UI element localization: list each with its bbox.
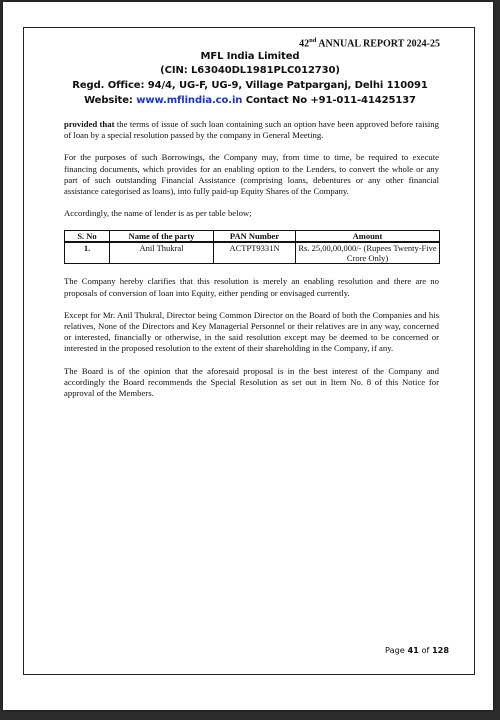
page-mid: of bbox=[418, 645, 432, 655]
paragraph-borrowings: For the purposes of such Borrowings, the Company may, from time to time, be required to execute financing documents, which provides for an enabling option to the Lenders, to convert the whole or any part of such outstanding Financial Assistance (comprising loans, debentures or any other financial assistance categorised as loans), into fully paid-up Equity Shares of the Company. bbox=[64, 152, 439, 197]
header-amount: Amount bbox=[296, 231, 440, 243]
company-name: MFL India Limited bbox=[200, 51, 300, 62]
paragraph-provided bbox=[64, 119, 439, 141]
report-suffix: nd bbox=[309, 37, 317, 44]
cell-amount: Rs. 25,00,00,000/- (Rupees Twenty-Five Crore Only) bbox=[296, 242, 440, 264]
page-current: 41 bbox=[407, 645, 419, 655]
contact-number: Contact No +91-011-41425137 bbox=[245, 95, 416, 106]
provided-bold: provided that bbox=[64, 119, 115, 129]
header-pan-number: PAN Number bbox=[214, 231, 296, 243]
paragraph-interest: Except for Mr. Anil Thukral, Director being Common Director on the Board of both the Companies and his relatives, None of the Directors and Key Managerial Personnel or their relatives are in any way, concerned or interested, financially or otherwise, in the said resolution except may be deemed to be concerned or interested in the proposed resolution to the extent of their shareholding in the Company, if any. bbox=[64, 309, 439, 354]
contact-line bbox=[0, 95, 500, 106]
cell-pan: ACTPT9331N bbox=[214, 242, 296, 264]
cell-party-name: Anil Thukral bbox=[110, 242, 214, 264]
header-sno: S. No bbox=[65, 231, 110, 243]
page-total: 128 bbox=[431, 645, 450, 655]
paragraph-clarification: The Company hereby clarifies that this resolution is merely an enabling resolution and there are no proposals of conversion of loan into Equity, either pending or envisaged currently. bbox=[64, 276, 439, 298]
page-prefix: Page bbox=[385, 645, 408, 655]
page-number bbox=[385, 645, 449, 655]
annual-report-title bbox=[0, 37, 500, 49]
website-link[interactable]: www.mflindia.co.in bbox=[136, 95, 243, 106]
provided-text: the terms of issue of such loan containing such an option have been approved before raising of loan by a special resolution passed by the company in General Meeting. bbox=[64, 119, 439, 141]
cell-sno: 1. bbox=[65, 242, 110, 264]
company-cin: (CIN: L63040DL1981PLC012730) bbox=[160, 65, 340, 76]
registered-office: Regd. Office: 94/4, UG-F, UG-9, Village Patparganj, Delhi 110091 bbox=[72, 80, 428, 91]
document-body bbox=[64, 119, 439, 410]
table-header-row bbox=[65, 231, 440, 243]
paragraph-board-opinion: The Board is of the opinion that the aforesaid proposal is in the best interest of the Company and accordingly the Board recommends the Special Resolution as set out in Item No. 8 of this Notice for approval of the Members. bbox=[64, 365, 439, 399]
table-row bbox=[65, 242, 440, 264]
report-number: 42 bbox=[299, 38, 310, 50]
report-title: ANNUAL REPORT 2024-25 bbox=[318, 38, 440, 50]
lender-table bbox=[64, 230, 440, 264]
header-party-name: Name of the party bbox=[110, 231, 214, 243]
paragraph-lender-intro: Accordingly, the name of lender is as per table below; bbox=[64, 208, 252, 219]
website-label: Website: bbox=[84, 95, 133, 106]
